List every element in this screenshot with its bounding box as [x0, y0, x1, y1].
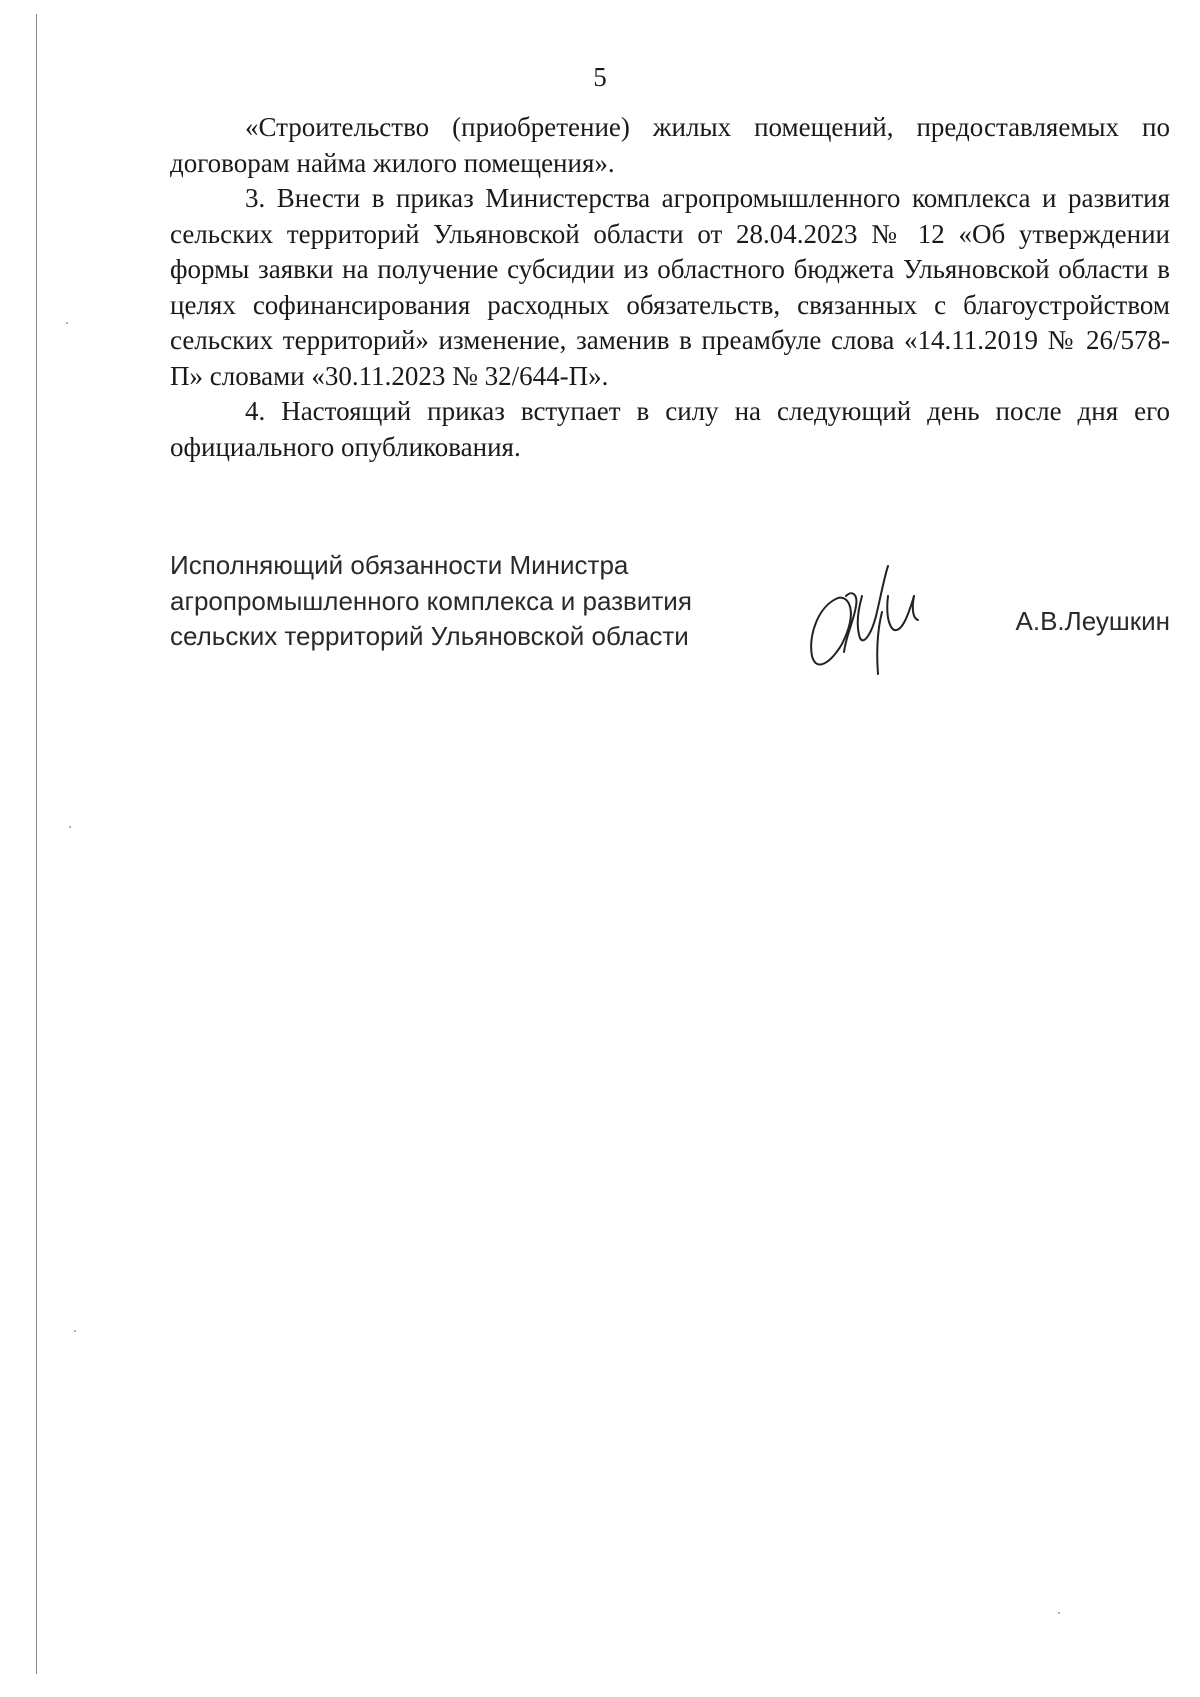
document-body: [170, 110, 1170, 465]
scan-edge-line: [36, 14, 37, 1674]
scan-speck: [1058, 1612, 1060, 1614]
handwritten-signature: [798, 556, 948, 681]
signer-title-line: сельских территорий Ульяновской области: [170, 621, 689, 651]
page-number: 5: [593, 62, 607, 92]
signer-title-line: Исполняющий обязанности Министра: [170, 550, 629, 580]
paragraph-item-3: 3. Внести в приказ Министерства агропромышленного комплекса и развития сельских территорий Ульяновской области от 28.04.2023 № 12 «Об утверждении формы заявки на получение субсидии из областного бюджета Ульяновской области в целях софинансирования расходных обязательств, связанных с благоустройством сельских территорий» изменение, заменив в преамбуле слова «14.11.2019 № 26/578-П» словами «30.11.2023 № 32/644-П».: [170, 183, 1170, 391]
paragraph-continuation: «Строительство (приобретение) жилых помещений, предоставляемых по договорам найма жилого помещения».: [170, 112, 1170, 178]
paragraph-item-4: 4. Настоящий приказ вступает в силу на следующий день после дня его официального опубликования.: [170, 396, 1170, 462]
scan-speck: [74, 1330, 76, 1332]
signature-block: [170, 548, 1170, 678]
scan-speck: [66, 322, 68, 324]
signer-title-line: агропромышленного комплекса и развития: [170, 585, 692, 616]
signer-name: А.В.Леушкин: [1015, 606, 1170, 636]
signer-title: [170, 548, 692, 655]
scan-speck: [69, 826, 71, 828]
